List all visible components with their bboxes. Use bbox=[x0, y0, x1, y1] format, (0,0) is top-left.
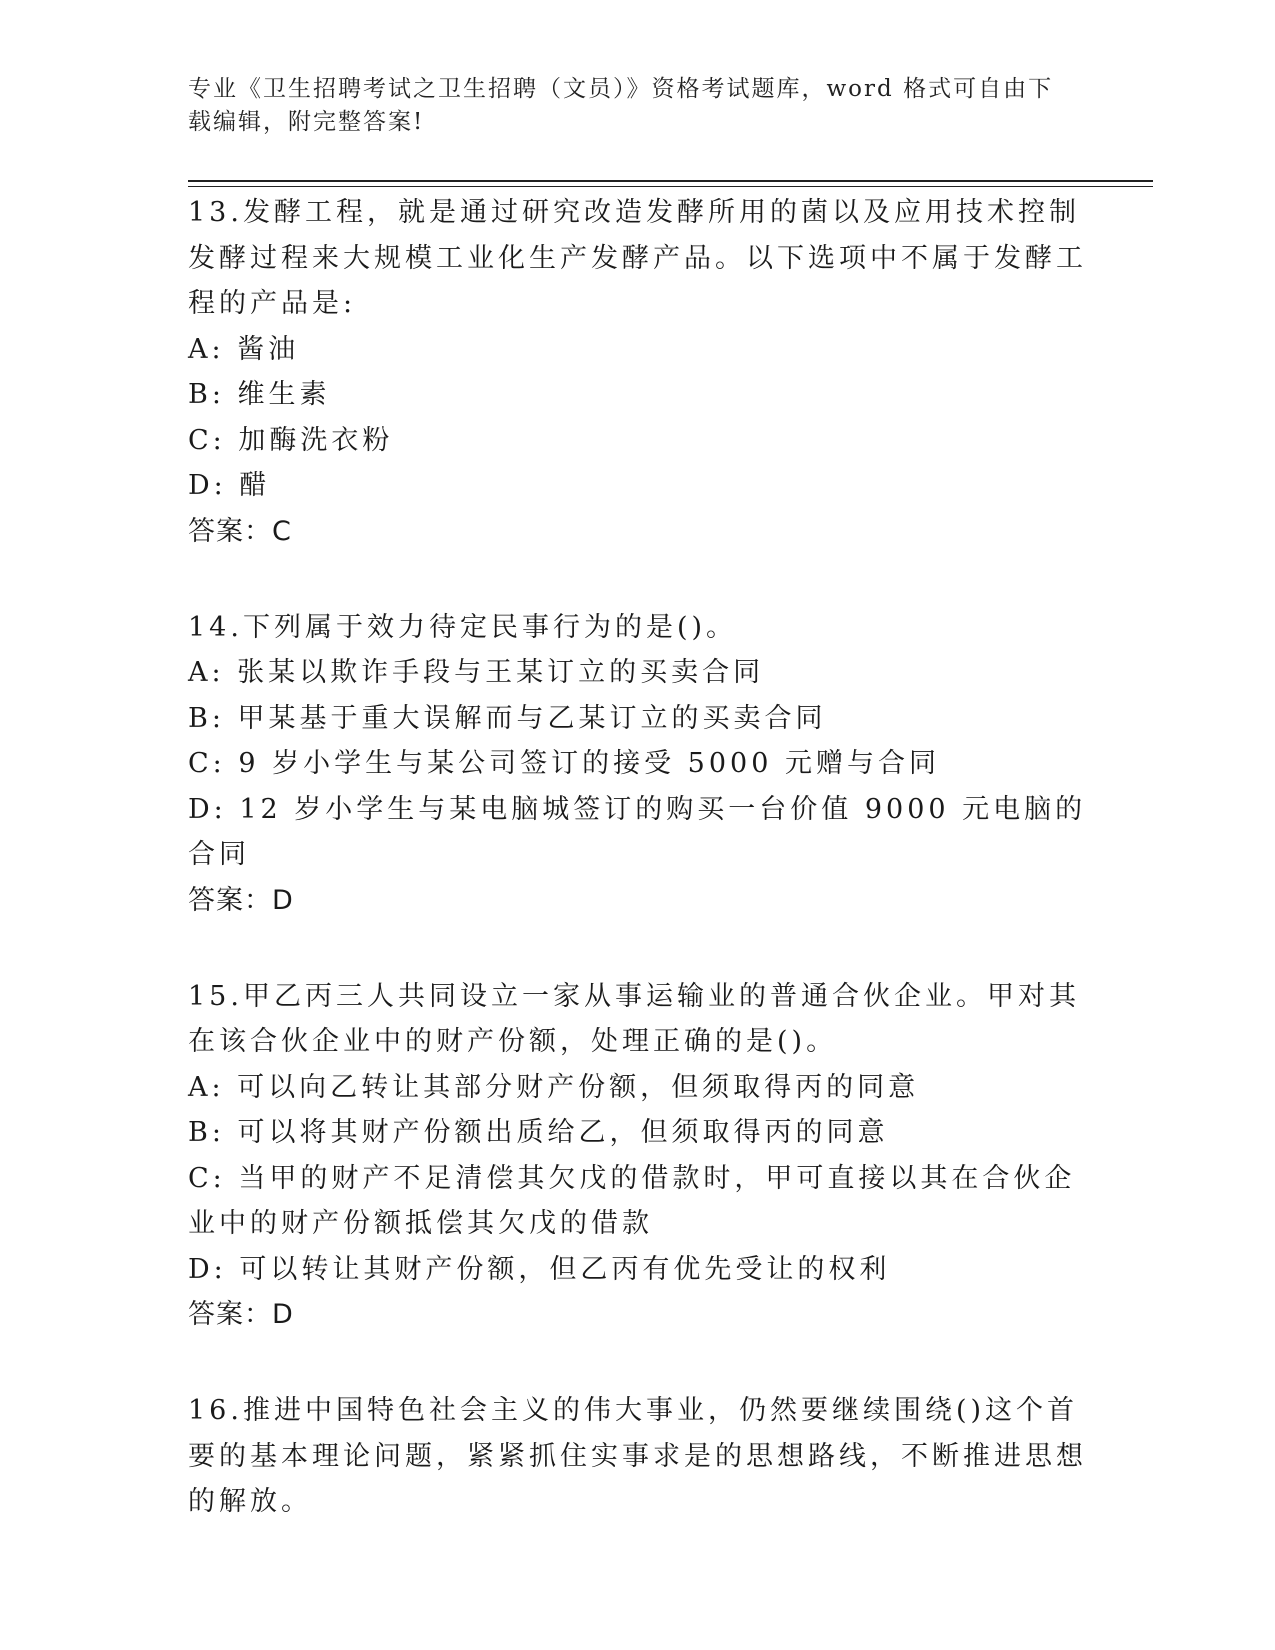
question-15 bbox=[188, 974, 1088, 1339]
option-c: C: 当甲的财产不足清偿其欠戊的借款时，甲可直接以其在合伙企业中的财产份额抵偿其欠戊的借款 bbox=[188, 1162, 1076, 1239]
option-b: B: 甲某基于重大误解而与乙某订立的买卖合同 bbox=[188, 702, 827, 734]
question-text: 13.发酵工程，就是通过研究改造发酵所用的菌以及应用技术控制发酵过程来大规模工业化生产发酵产品。以下选项中不属于发酵工程的产品是: bbox=[188, 197, 1087, 319]
option-a: A: 可以向乙转让其部分财产份额，但须取得丙的同意 bbox=[188, 1071, 920, 1103]
option-c: C: 加酶洗衣粉 bbox=[188, 424, 394, 456]
question-14 bbox=[188, 605, 1088, 924]
option-b: B: 维生素 bbox=[188, 379, 331, 410]
option-d: D: 可以转让其财产份额，但乙丙有优先受让的权利 bbox=[188, 1253, 891, 1285]
question-text: 14.下列属于效力待定民事行为的是()。 bbox=[188, 611, 738, 643]
answer-label: 答案：D bbox=[188, 1299, 294, 1330]
option-c: C: 9 岁小学生与某公司签订的接受 5000 元赠与合同 bbox=[188, 748, 940, 779]
header-divider-thin bbox=[188, 186, 1153, 187]
option-d: D: 醋 bbox=[188, 470, 271, 501]
question-text: 15.甲乙丙三人共同设立一家从事运输业的普通合伙企业。甲对其在该合伙企业中的财产份额，处理正确的是()。 bbox=[188, 980, 1080, 1057]
option-b: B: 可以将其财产份额出质给乙，但须取得丙的同意 bbox=[188, 1117, 889, 1148]
answer-label: 答案：D bbox=[188, 884, 294, 916]
option-a: A: 酱油 bbox=[188, 333, 300, 365]
page-header: 专业《卫生招聘考试之卫生招聘（文员）》资格考试题库，word 格式可自由下载编辑，附完整答案! bbox=[188, 76, 1054, 135]
option-a: A: 张某以欺诈手段与王某订立的买卖合同 bbox=[188, 657, 765, 688]
question-16 bbox=[188, 1388, 1088, 1525]
answer-label: 答案：C bbox=[188, 515, 292, 547]
question-13 bbox=[188, 190, 1088, 555]
header-divider-thick bbox=[188, 180, 1153, 182]
option-d: D: 12 岁小学生与某电脑城签订的购买一台价值 9000 元电脑的合同 bbox=[188, 793, 1087, 870]
question-list bbox=[188, 190, 1088, 1575]
question-text: 16.推进中国特色社会主义的伟大事业，仍然要继续围绕()这个首要的基本理论问题，紧紧抓住实事求是的思想路线，不断推进思想的解放。 bbox=[188, 1395, 1087, 1517]
